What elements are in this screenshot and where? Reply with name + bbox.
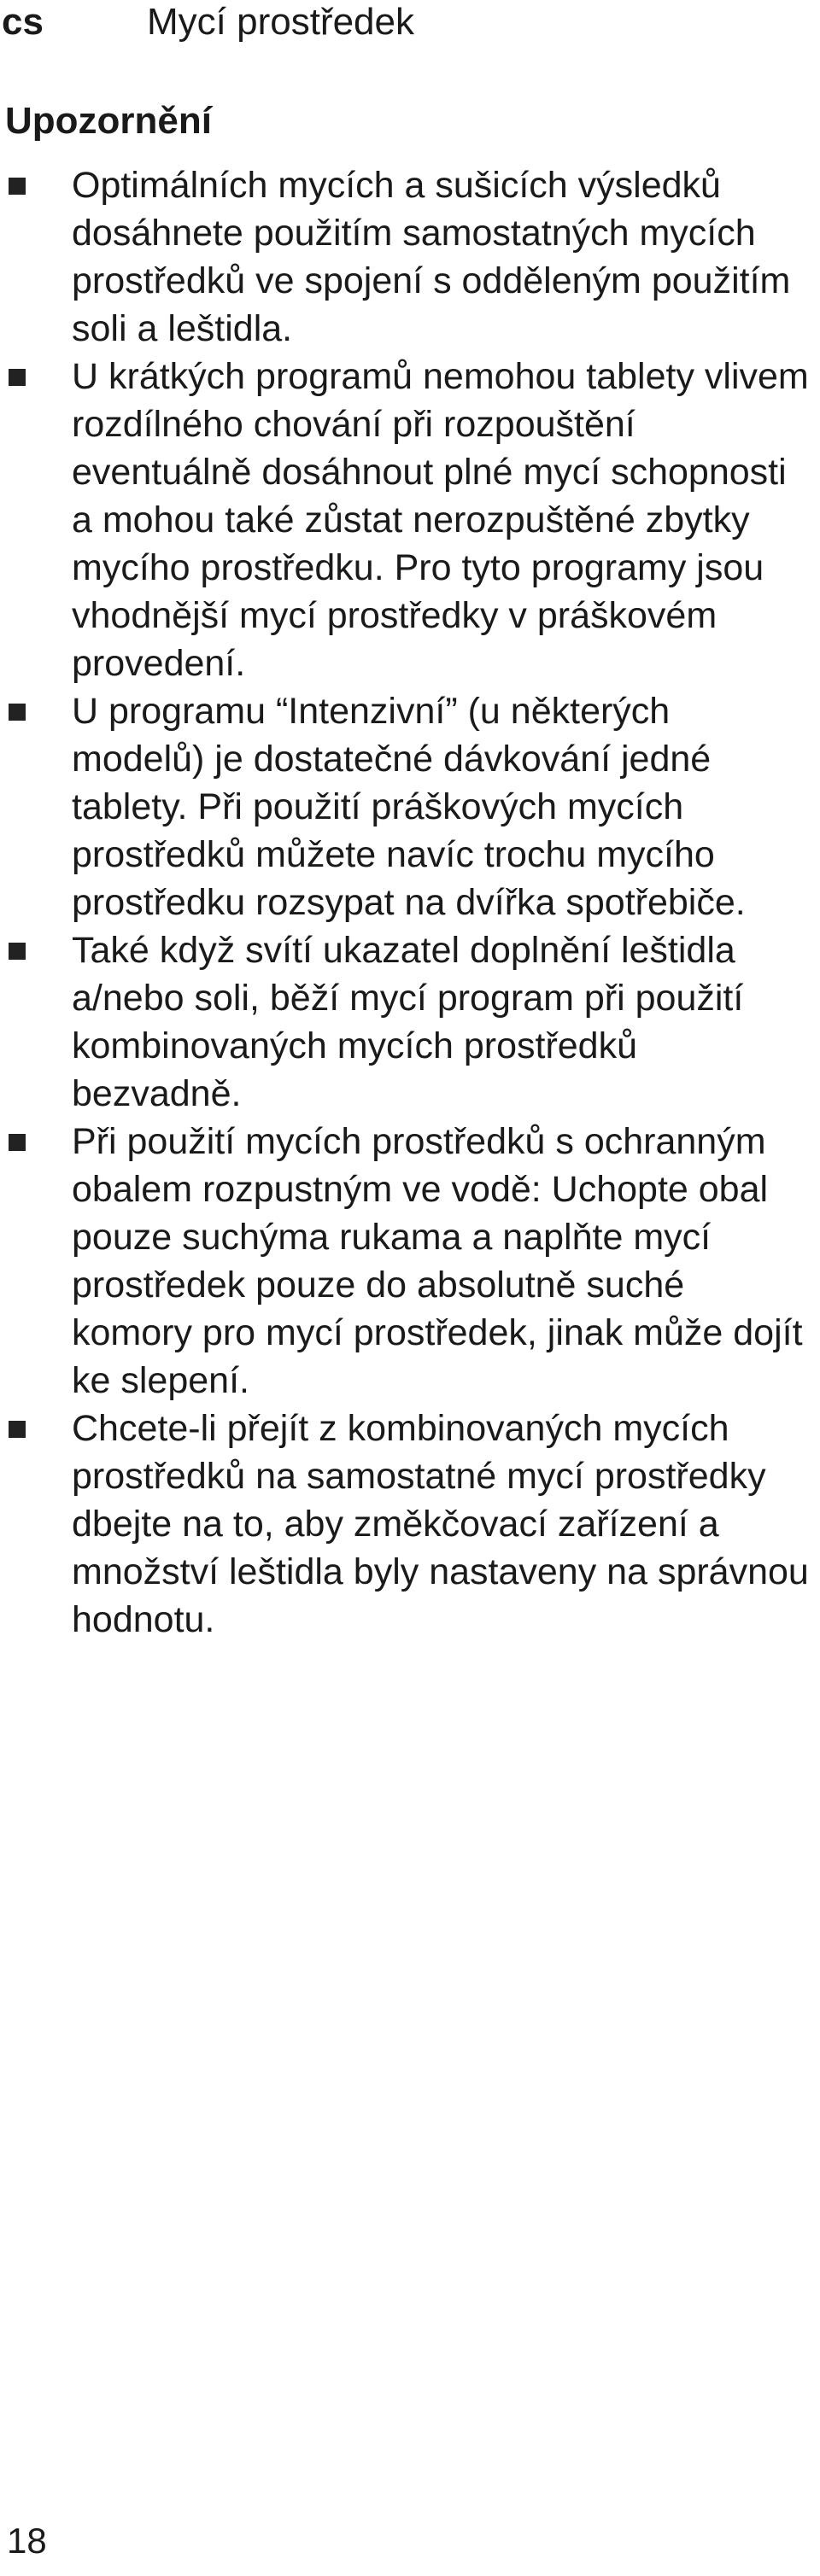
note-text: U programu “Intenzivní” (u některých modelů) je dostatečné dávkování jedné tablety. Při použití práškových mycích prostředků můžete navíc trochu mycího prostředku rozsypat na dvířka spotřebiče. xyxy=(72,691,746,923)
list-item xyxy=(0,926,811,1118)
note-text: Také když svítí ukazatel doplnění leštidla a/nebo soli, běží mycí program při použití kombinovaných mycích prostředků bezvadně. xyxy=(72,930,744,1114)
page-number: 18 xyxy=(7,2521,47,2561)
square-bullet-icon xyxy=(9,1421,26,1438)
square-bullet-icon xyxy=(9,704,26,721)
notes-list xyxy=(0,161,811,1644)
list-item xyxy=(0,161,811,353)
square-bullet-icon xyxy=(9,178,26,195)
section-title: Mycí prostředek xyxy=(147,1,414,43)
notes-heading: Upozornění xyxy=(5,100,212,142)
note-text: Chcete-li přejít z kombinovaných mycích prostředků na samostatné mycí prostředky dbejte na to, aby změkčovací zařízení a množství leštidla byly nastaveny na správnou hodnotu. xyxy=(72,1408,809,1640)
square-bullet-icon xyxy=(9,1134,26,1151)
list-item xyxy=(0,1405,811,1644)
page-header xyxy=(0,0,414,44)
language-code: cs xyxy=(2,1,44,43)
note-text: U krátkých programů nemohou tablety vlivem rozdílného chování při rozpouštění eventuálně dosáhnout plné mycí schopnosti a mohou také zůstat nerozpuštěné zbytky mycího prostředku. Pro tyto programy jsou vhodnější mycí prostředky v práškovém provedení. xyxy=(72,356,809,684)
list-item xyxy=(0,353,811,687)
square-bullet-icon xyxy=(9,369,26,386)
list-item xyxy=(0,687,811,926)
note-text: Při použití mycích prostředků s ochranným obalem rozpustným ve vodě: Uchopte obal pouze suchýma rukama a naplňte mycí prostředek pouze do absolutně suché komory pro mycí prostředek, jinak může dojít ke slepení. xyxy=(72,1121,803,1401)
list-item xyxy=(0,1118,811,1405)
square-bullet-icon xyxy=(9,943,26,960)
note-text: Optimálních mycích a sušicích výsledků dosáhnete použitím samostatných mycích prostředků ve spojení s odděleným použitím soli a leštidla. xyxy=(72,165,791,349)
